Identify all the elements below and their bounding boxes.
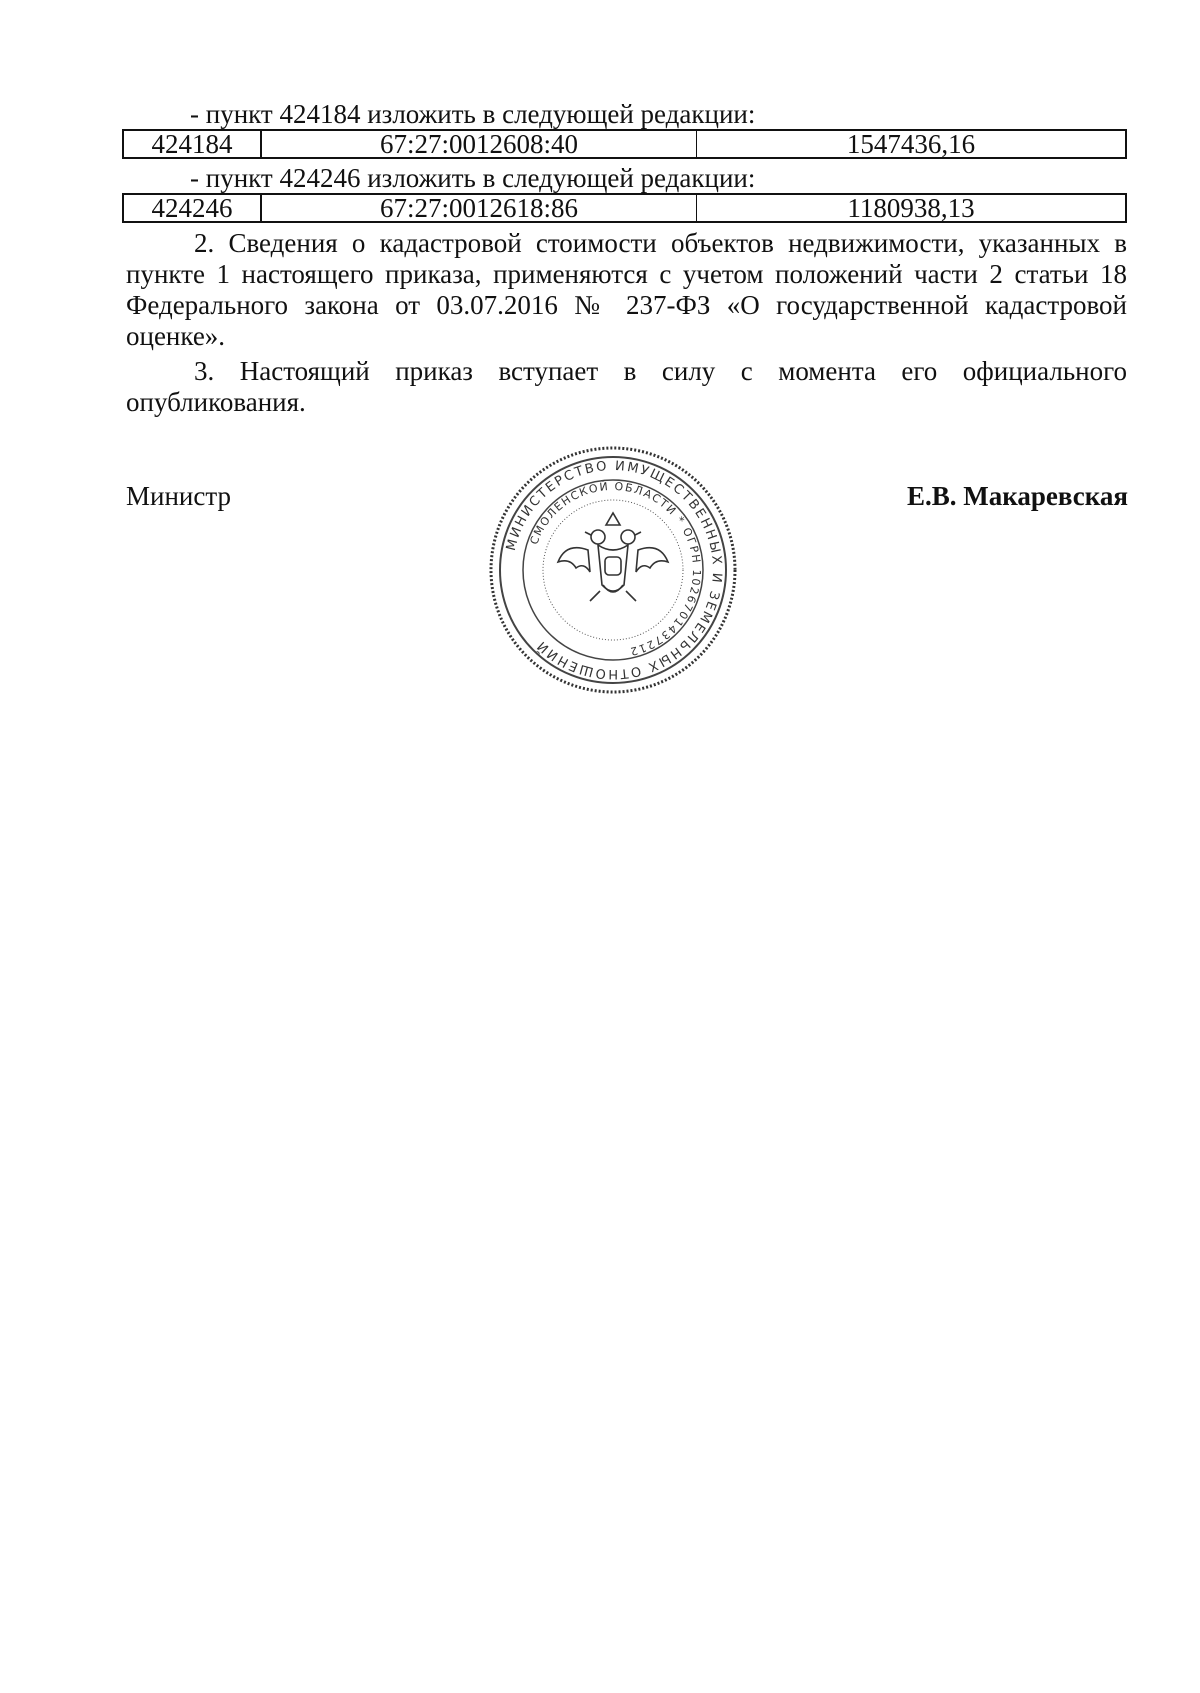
intro-line-1: - пункт 424184 изложить в следующей редакции: bbox=[190, 99, 756, 129]
row-2-cadastral-number: 67:27:0012618:86 bbox=[262, 195, 697, 221]
table-row-2 bbox=[122, 193, 1127, 223]
row-2-number: 424246 bbox=[124, 195, 262, 221]
signature-position: Министр bbox=[126, 481, 231, 511]
coat-of-arms-icon bbox=[558, 513, 668, 601]
paragraph-3-text: 3. Настоящий приказ вступает в силу с момента его официального опубликования. bbox=[126, 356, 1127, 417]
row-1-number: 424184 bbox=[124, 131, 262, 157]
seal-inner-textpath: СМОЛЕНСКОЙ ОБЛАСТИ * ОГРН 1026701437212 bbox=[527, 479, 704, 659]
row-1-value: 1547436,16 bbox=[846, 129, 976, 159]
seal-inner-text bbox=[527, 480, 703, 658]
seal-outer-textpath: МИНИСТЕРСТВО ИМУЩЕСТВЕННЫХ И ЗЕМЕЛЬНЫХ ОТНОШЕНИЙ bbox=[503, 458, 725, 682]
row-2-value: 1180938,13 bbox=[847, 193, 975, 223]
paragraph-2-text: 2. Сведения о кадастровой стоимости объектов недвижимости, указанных в пункте 1 настоящего приказа, применяются с учетом положений части 2 статьи 18 Федерального закона от 03.07.2016 № 237-ФЗ «О государственной кадастровой оценке». bbox=[126, 228, 1127, 351]
table-row-1 bbox=[122, 129, 1127, 159]
seal-ring-4 bbox=[543, 500, 683, 640]
paragraph-3 bbox=[126, 356, 1127, 418]
signature-name: Е.В. Макаревская bbox=[906, 481, 1128, 511]
row-1-cadastral-number: 67:27:0012608:40 bbox=[262, 131, 697, 157]
intro-line-2: - пункт 424246 изложить в следующей редакции: bbox=[190, 163, 756, 193]
official-seal bbox=[488, 445, 738, 695]
paragraph-2 bbox=[126, 228, 1127, 352]
